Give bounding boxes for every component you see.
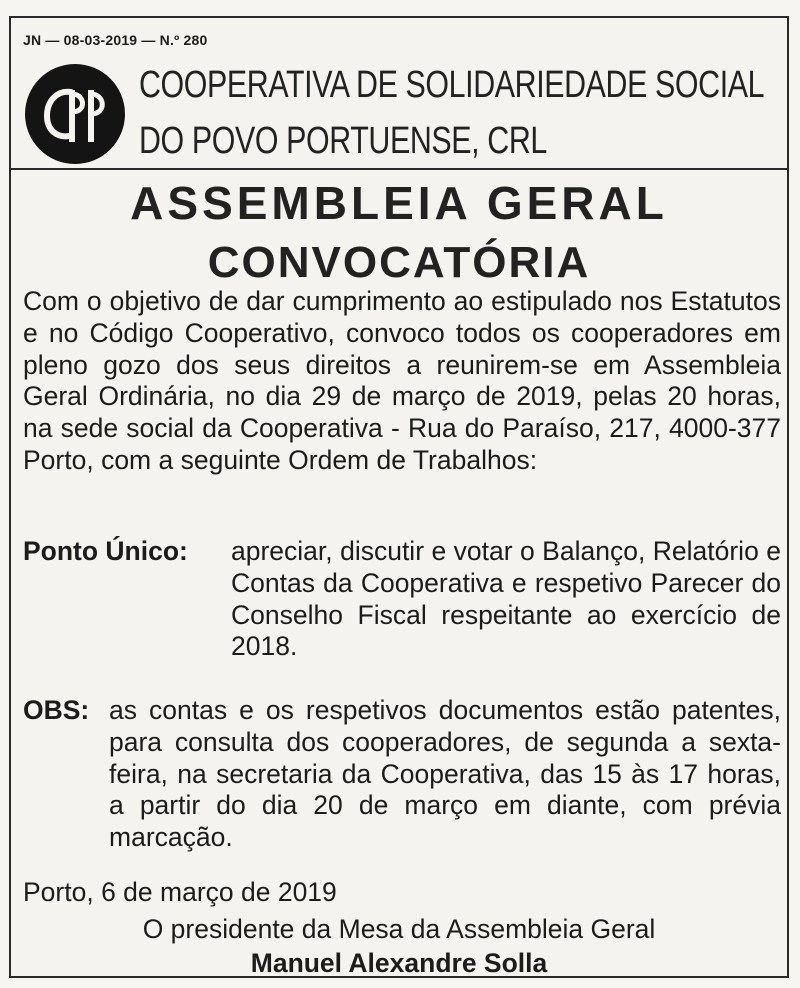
notice-frame bbox=[9, 16, 789, 978]
signatory-role: O presidente da Mesa da Assembleia Geral bbox=[142, 914, 656, 944]
signatory-name: Manuel Alexandre Solla bbox=[250, 948, 548, 978]
header-divider bbox=[11, 168, 787, 170]
notice-subtitle: CONVOCATÓRIA bbox=[207, 238, 591, 287]
signature-date: Porto, 6 de março de 2019 bbox=[23, 877, 337, 907]
observation-text: as contas e os respetivos documentos estão patentes, para consulta dos cooperadores, de segunda a sexta-feira, na secretaria da Cooperativa, das 15 às 17 horas, a partir do dia 20 de março em diante, com prévia marcação. bbox=[109, 695, 781, 853]
agenda-item-label: Ponto Único: bbox=[23, 536, 188, 566]
publication-reference: JN — 08-03-2019 — N.º 280 bbox=[23, 32, 208, 48]
organization-name-line2: DO POVO PORTUENSE, CRL bbox=[139, 120, 547, 162]
logo-graphic bbox=[25, 64, 125, 164]
organization-name-line1: COOPERATIVA DE SOLIDARIEDADE SOCIAL bbox=[139, 64, 765, 106]
agenda-item-text: apreciar, discutir e votar o Balanço, Relatório e Contas da Cooperativa e respetivo Parecer do Conselho Fiscal respeitante ao exercício de 2018. bbox=[231, 536, 781, 662]
cpp-monogram-icon bbox=[25, 64, 125, 164]
notice-title: ASSEMBLEIA GERAL bbox=[130, 177, 668, 229]
notice-body bbox=[23, 286, 781, 477]
observation-label: OBS: bbox=[23, 695, 90, 725]
intro-paragraph: Com o objetivo de dar cumprimento ao estipulado nos Estatutos e no Código Cooperativo, convoco todos os cooperadores em pleno gozo dos seus direitos a reunirem-se em Assembleia Geral Ordinária, no dia 29 de março de 2019, pelas 20 horas, na sede social da Cooperativa - Rua do Paraíso, 217, 4000-377 Porto, com a seguinte Ordem de Trabalhos: bbox=[23, 286, 781, 475]
